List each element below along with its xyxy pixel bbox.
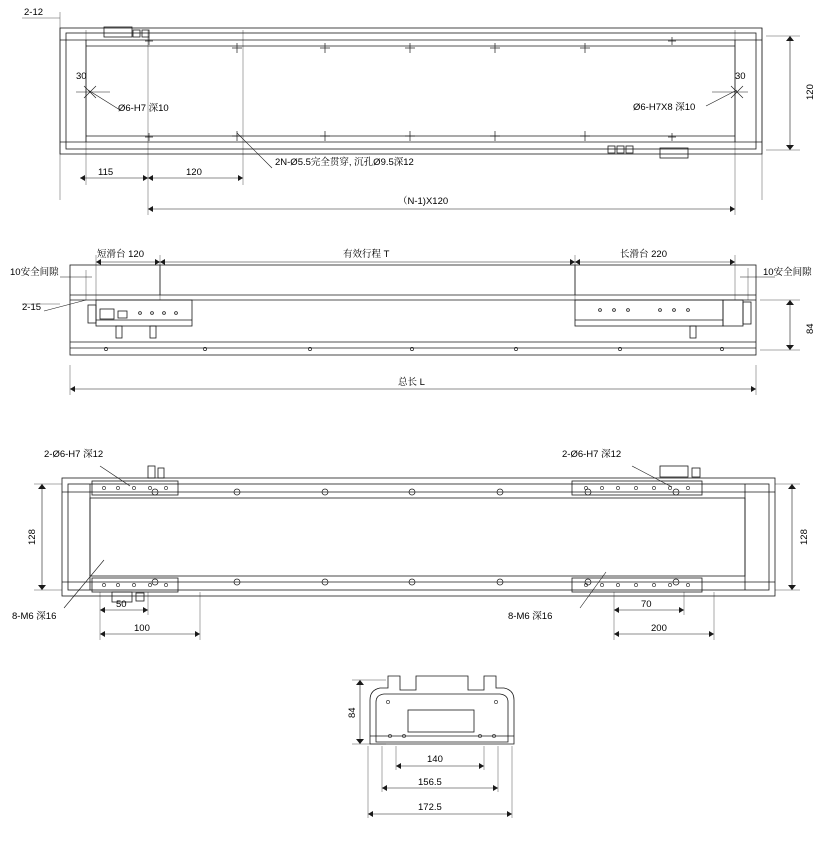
label-bottom-dim-70: 70 [641,599,652,610]
label-section-dim-172-5: 172.5 [418,802,442,813]
label-right-safety-gap: 10安全间隙 [763,267,812,278]
label-long-slider: 长滑台 220 [620,249,667,260]
label-top-dim-30-left: 30 [76,71,87,82]
label-hole-left: Ø6-H7 深10 [118,103,169,114]
label-through-hole-note: 2N-Ø5.5完全贯穿, 沉孔Ø9.5深12 [275,157,414,168]
bottom-view-geometry [34,466,800,640]
label-pitch-note: （N-1)X120 [398,196,449,207]
label-bottom-dim-50: 50 [116,599,127,610]
label-top-corner-note: 2-12 [24,7,44,18]
label-bottom-dim-100: 100 [134,623,150,634]
label-left-safety-gap: 10安全间隙 [10,267,59,278]
label-section-dim-140: 140 [427,754,443,765]
label-bottom-height-left: 128 [27,529,38,545]
label-top-height-120: 120 [805,84,816,100]
label-section-height-84: 84 [347,707,358,718]
label-bottom-hole-left: 2-Ø6-H7 深12 [44,449,104,460]
label-front-corner-note: 2-15 [22,302,42,313]
label-effective-stroke: 有效行程 T [343,249,390,260]
label-hole-right: Ø6-H7X8 深10 [633,102,696,113]
label-top-dim-120: 120 [186,167,202,178]
section-view-geometry [352,676,514,818]
label-short-slider: 短滑台 120 [97,249,144,260]
label-thread-right: 8-M6 深16 [508,611,553,622]
label-section-dim-156-5: 156.5 [418,777,442,788]
label-top-dim-115: 115 [98,167,114,178]
label-thread-left: 8-M6 深16 [12,611,57,622]
label-total-length: 总长 L [398,377,425,388]
label-bottom-height-right: 128 [799,529,810,545]
label-front-height-84: 84 [805,323,816,334]
label-bottom-hole-right: 2-Ø6-H7 深12 [562,449,622,460]
front-view-geometry [22,255,800,395]
label-top-dim-30-right: 30 [735,71,746,82]
label-bottom-dim-200: 200 [651,623,667,634]
